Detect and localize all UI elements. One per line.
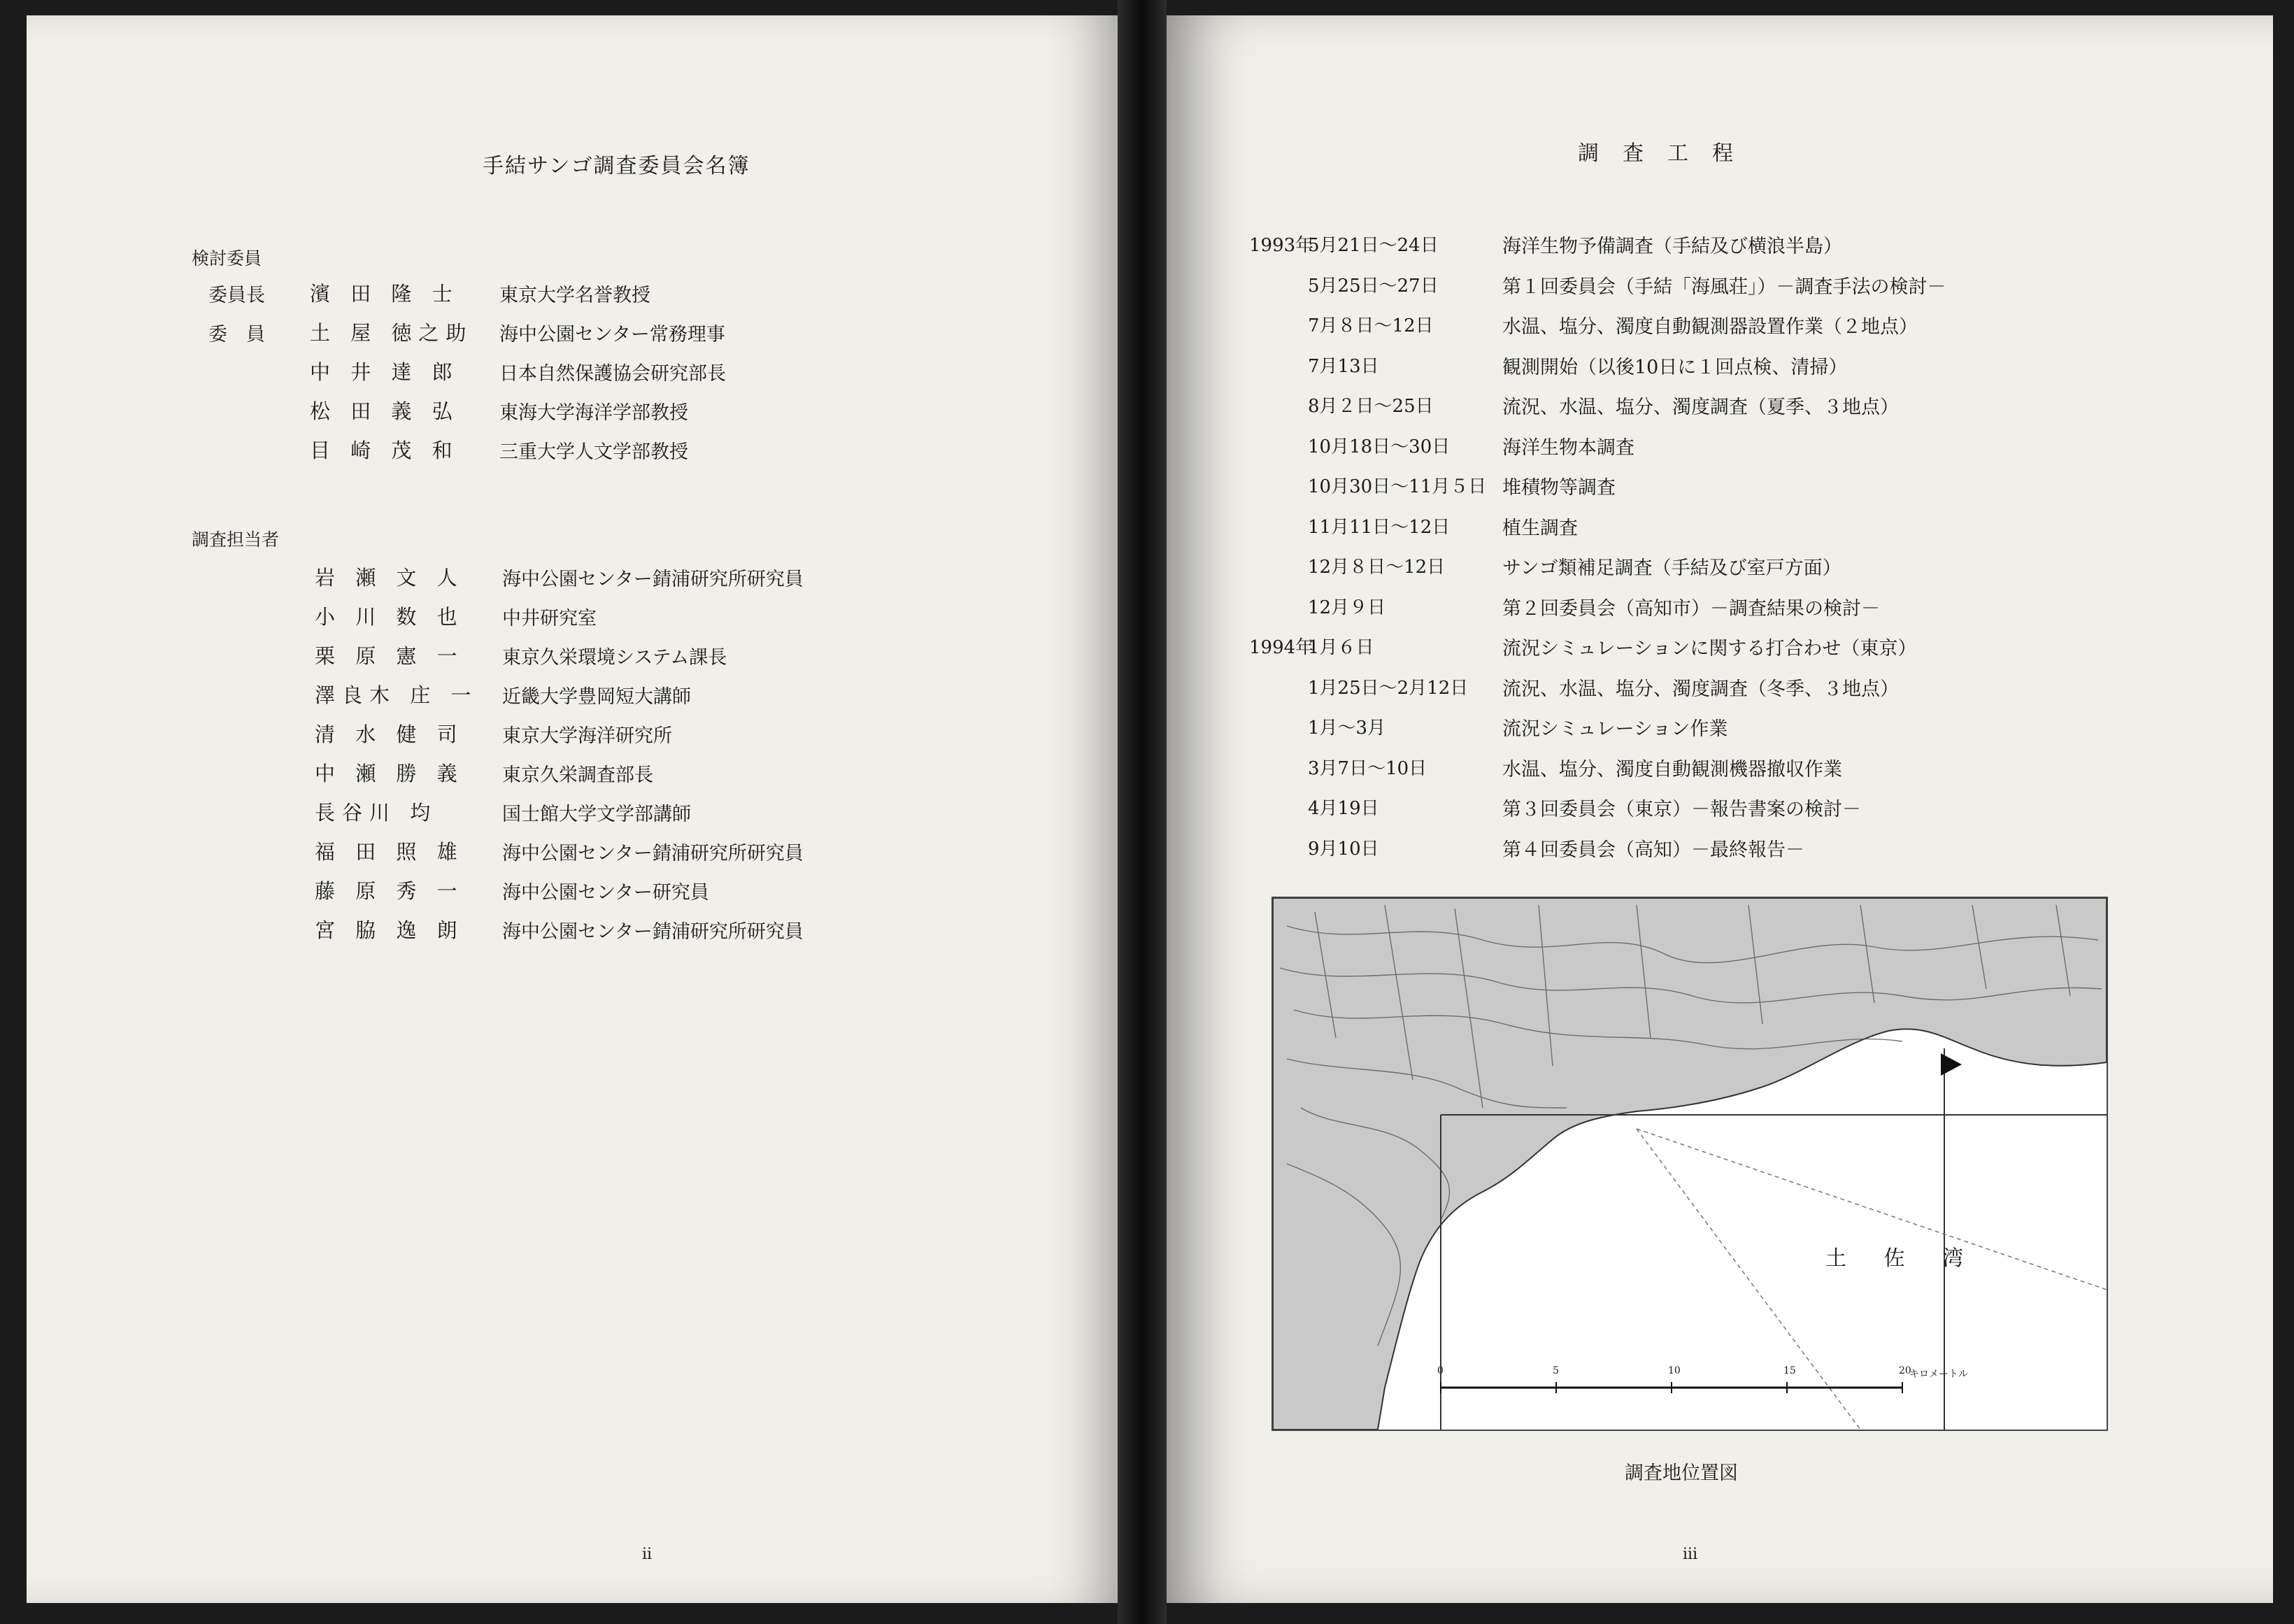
schedule-date: 1月６日 (1308, 637, 1374, 658)
schedule-date: 8月２日～25日 (1308, 396, 1434, 417)
schedule-date: 5月25日～27日 (1308, 276, 1439, 297)
committee-member-name: 中 井 達 郎 (310, 360, 459, 384)
staff-member-name: 藤 原 秀 一 (315, 879, 464, 903)
schedule-date: 7月８日～12日 (1308, 315, 1434, 336)
staff-member-name: 栗 原 憲 一 (315, 644, 464, 668)
survey-location-map (1271, 897, 2108, 1431)
schedule-description: サンゴ類補足調査（手結及び室戸方面） (1502, 557, 1841, 579)
scale-tick-label: 5 (1553, 1365, 1559, 1376)
committee-role: 委員長 (208, 285, 265, 306)
staff-member-name: 中 瀬 勝 義 (315, 762, 464, 785)
bay-label: 土 佐 湾 (1825, 1246, 1979, 1271)
schedule-description: 海洋生物本調査 (1502, 437, 1634, 459)
schedule-year: 1993年 (1249, 235, 1314, 256)
schedule-date: 1月～3月 (1308, 718, 1386, 739)
schedule-description: 第１回委員会（手結「海風荘」）－調査手法の検討－ (1502, 276, 1946, 298)
scale-unit: キロメートル (1909, 1369, 1968, 1380)
survey-site-marker (1941, 1053, 1962, 1076)
staff-heading: 調査担当者 (192, 529, 280, 550)
staff-member-affiliation: 海中公園センター錆浦研究所研究員 (502, 843, 804, 864)
committee-member-name: 目 崎 茂 和 (310, 439, 459, 462)
schedule-description: 流況シミュレーションに関する打合わせ（東京） (1502, 638, 1917, 660)
committee-member-affiliation: 海中公園センター常務理事 (499, 324, 725, 346)
staff-member-affiliation: 東京久栄調査部長 (502, 764, 653, 786)
staff-member-name: 宮 脇 逸 朗 (315, 918, 464, 942)
book-gutter (1118, 0, 1167, 1624)
map-drawing (1273, 898, 2107, 1430)
schedule-title: 調 査 工 程 (1578, 141, 1734, 166)
scale-tick-label: 0 (1437, 1365, 1444, 1376)
schedule-description: 水温、塩分、濁度自動観測機器撤収作業 (1502, 759, 1842, 781)
committee-role: 委 員 (208, 324, 265, 346)
schedule-date: 9月10日 (1308, 839, 1379, 860)
staff-member-affiliation: 東京大学海洋研究所 (502, 725, 672, 747)
committee-member-name: 濱 田 隆 士 (310, 282, 459, 306)
committee-member-name: 土 屋 徳之助 (310, 321, 473, 345)
schedule-year: 1994年 (1249, 637, 1314, 658)
page-number-left: ii (642, 1546, 653, 1563)
staff-member-affiliation: 東京久栄環境システム課長 (502, 647, 727, 669)
scale-tick-label: 10 (1668, 1365, 1681, 1376)
schedule-description: 水温、塩分、濁度自動観測器設置作業（２地点） (1502, 316, 1918, 338)
staff-member-affiliation: 海中公園センター研究員 (502, 882, 709, 904)
committee-member-affiliation: 日本自然保護協会研究部長 (499, 363, 726, 385)
schedule-description: 流況シミュレーション作業 (1502, 718, 1728, 740)
schedule-description: 植生調査 (1502, 518, 1578, 539)
schedule-date: 11月11日～12日 (1308, 517, 1451, 538)
schedule-description: 海洋生物予備調査（手結及び横浪半島） (1502, 236, 1842, 257)
schedule-description: 堆積物等調査 (1502, 477, 1616, 499)
scale-tick-label: 20 (1899, 1365, 1911, 1376)
staff-member-name: 澤良木 庄 一 (315, 683, 478, 707)
staff-member-affiliation: 中井研究室 (502, 608, 597, 629)
staff-member-affiliation: 海中公園センター錆浦研究所研究員 (502, 921, 804, 943)
schedule-description: 流況、水温、塩分、濁度調査（冬季、３地点） (1502, 678, 1899, 700)
staff-member-name: 長谷川 均 (315, 801, 438, 825)
staff-member-name: 小 川 数 也 (315, 605, 464, 629)
schedule-description: 流況、水温、塩分、濁度調査（夏季、３地点） (1502, 397, 1899, 418)
schedule-description: 観測開始（以後10日に１回点検、清掃） (1502, 357, 1848, 378)
committee-member-affiliation: 東京大学名誉教授 (499, 285, 650, 306)
schedule-description: 第２回委員会（高知市）－調査結果の検討－ (1502, 598, 1880, 620)
committee-roster-title: 手結サンゴ調査委員会名簿 (483, 154, 750, 178)
schedule-date: 1月25日～2月12日 (1308, 678, 1469, 699)
schedule-date: 3月7日～10日 (1308, 758, 1427, 779)
committee-heading: 検討委員 (192, 248, 262, 269)
committee-member-affiliation: 東海大学海洋学部教授 (499, 402, 688, 424)
committee-member-name: 松 田 義 弘 (310, 399, 459, 423)
schedule-description: 第４回委員会（高知）－最終報告－ (1502, 839, 1804, 861)
schedule-date: 10月30日～11月５日 (1308, 476, 1487, 497)
staff-member-affiliation: 海中公園センター錆浦研究所研究員 (502, 569, 804, 590)
schedule-date: 10月18日～30日 (1308, 436, 1451, 457)
map-route-line (1637, 1129, 1860, 1430)
staff-member-name: 岩 瀬 文 人 (315, 566, 464, 590)
map-caption: 調査地位置図 (1625, 1462, 1738, 1484)
map-land-area (1273, 898, 2107, 1430)
schedule-date: 5月21日～24日 (1308, 235, 1439, 256)
staff-member-affiliation: 近畿大学豊岡短大講師 (502, 686, 691, 708)
scale-tick-label: 15 (1783, 1365, 1796, 1376)
map-scale-bar (1441, 1382, 1902, 1393)
schedule-date: 12月９日 (1308, 597, 1386, 618)
schedule-description: 第３回委員会（東京）－報告書案の検討－ (1502, 799, 1861, 820)
staff-member-affiliation: 国士館大学文学部講師 (502, 804, 691, 825)
schedule-date: 12月８日～12日 (1308, 557, 1446, 578)
staff-member-name: 福 田 照 雄 (315, 840, 464, 864)
schedule-date: 7月13日 (1308, 356, 1379, 377)
page-number-right: iii (1683, 1546, 1698, 1563)
committee-member-affiliation: 三重大学人文学部教授 (499, 441, 688, 463)
staff-member-name: 清 水 健 司 (315, 722, 464, 746)
left-page (27, 15, 1118, 1603)
schedule-date: 4月19日 (1308, 798, 1379, 819)
